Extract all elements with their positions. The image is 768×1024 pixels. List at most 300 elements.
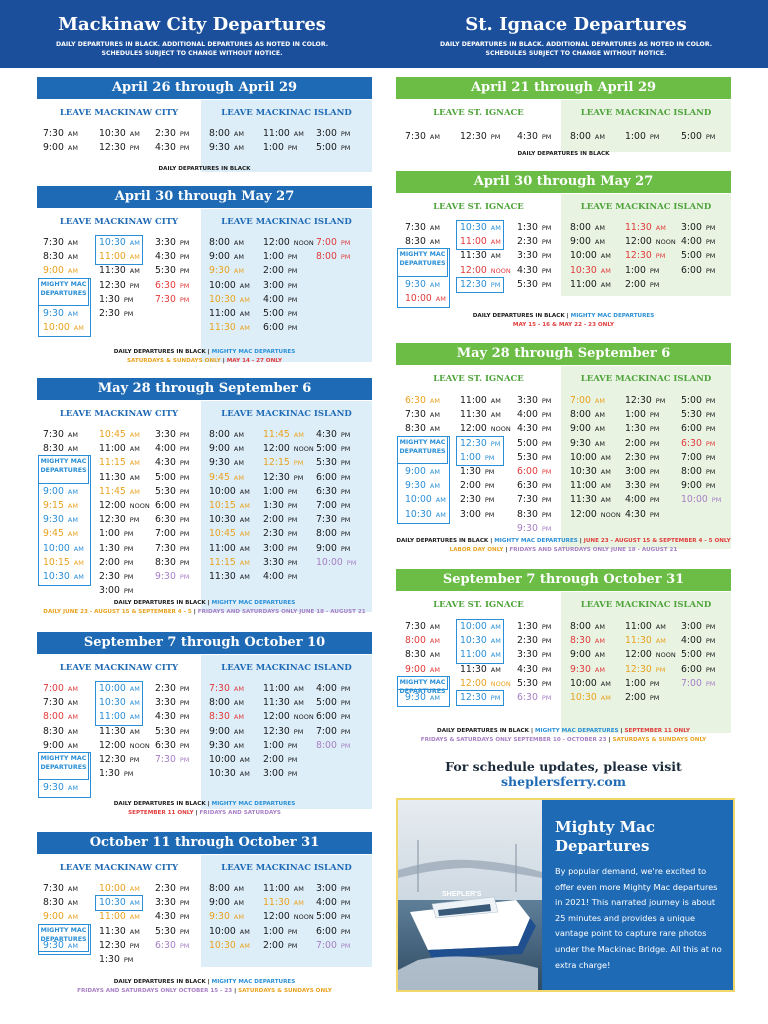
meridiem-label: AM <box>67 144 78 153</box>
time-value: 11:30 <box>99 471 126 483</box>
mighty-mac-box <box>456 277 504 293</box>
time-value: 6:00 <box>681 663 702 675</box>
departure-time <box>209 471 250 485</box>
meridiem-label: AM <box>429 133 440 141</box>
time-value: 10:15 <box>43 556 70 568</box>
departure-time <box>316 910 350 924</box>
meridiem-label: AM <box>429 665 440 674</box>
time-value: 11:30 <box>209 570 236 582</box>
departure-time <box>155 542 189 556</box>
meridiem-label: PM <box>649 482 660 491</box>
time-value: 3:30 <box>155 697 176 709</box>
note-line <box>396 736 731 745</box>
departure-time <box>263 513 314 527</box>
departure-time <box>263 739 314 753</box>
section-notes <box>396 537 731 555</box>
time-value: 3:30 <box>517 395 538 406</box>
time-value: 4:00 <box>681 635 702 647</box>
time-value: 8:30 <box>43 897 64 909</box>
meridiem-label: AM <box>594 224 605 232</box>
meridiem-label: AM <box>129 459 140 468</box>
time-value: 4:00 <box>263 293 284 305</box>
meridiem-label: AM <box>233 885 244 893</box>
meridiem-label: PM <box>293 473 304 482</box>
meridiem-label: PM <box>123 572 134 581</box>
departure-time <box>209 141 244 155</box>
mighty-mac-box <box>95 895 143 911</box>
departures-left-panel <box>396 366 561 549</box>
time-value: 12:15 <box>263 457 290 469</box>
time-value: 8:30 <box>43 443 64 455</box>
time-value: 7:00 <box>316 499 337 511</box>
boat-name-lettering: SHEPLER'S <box>442 891 482 898</box>
note-line <box>396 150 731 159</box>
meridiem-label: PM <box>179 899 190 908</box>
mighty-mac-label: MIGHTY MAC DEPARTURES <box>38 924 89 952</box>
departure-time <box>209 556 250 570</box>
meridiem-label: PM <box>541 496 552 505</box>
meridiem-label: NOON <box>293 713 314 722</box>
website-link[interactable]: sheplersferry.com <box>501 774 626 789</box>
time-value: 4:00 <box>517 409 538 421</box>
meridiem-label: PM <box>340 501 351 510</box>
departure-time <box>625 422 665 436</box>
departure-time <box>625 130 659 144</box>
time-value: 1:00 <box>625 264 646 276</box>
mighty-mac-box <box>38 278 91 338</box>
departure-time <box>155 556 189 570</box>
page-header <box>0 0 768 68</box>
note-segment: SEPTEMBER 11 ONLY <box>624 728 690 734</box>
departure-time <box>681 408 721 422</box>
mighty-mac-box <box>397 436 450 524</box>
time-value: 1:30 <box>99 293 120 305</box>
meridiem-label: PM <box>655 397 666 405</box>
time-value: 7:30 <box>155 293 176 305</box>
meridiem-label: AM <box>73 324 84 333</box>
meridiem-label: PM <box>179 459 190 468</box>
time-value: 10:30 <box>99 128 126 139</box>
note-line <box>37 608 372 617</box>
time-value: 8:00 <box>570 621 591 632</box>
meridiem-label: AM <box>429 482 440 491</box>
departure-time <box>681 479 721 493</box>
meridiem-label: AM <box>67 913 78 922</box>
departure-time <box>316 710 350 724</box>
timetable <box>37 655 372 809</box>
departure-time <box>209 293 250 307</box>
timetable <box>37 100 372 172</box>
time-value: 4:00 <box>263 570 284 582</box>
departure-time <box>570 249 611 263</box>
meridiem-label: AM <box>129 445 140 454</box>
meridiem-label: AM <box>594 651 605 660</box>
time-value: 3:30 <box>263 556 284 568</box>
departure-time <box>99 428 150 442</box>
time-value: 6:30 <box>405 395 426 406</box>
time-column <box>99 428 150 598</box>
meridiem-label: PM <box>340 699 351 708</box>
departure-time <box>263 925 314 939</box>
departure-time <box>209 307 250 321</box>
time-value: 1:00 <box>625 677 646 689</box>
meridiem-label: PM <box>123 955 134 964</box>
meridiem-label: PM <box>705 224 716 232</box>
meridiem-label: AM <box>67 267 78 276</box>
time-value: 7:30 <box>43 429 64 440</box>
time-value: 8:00 <box>570 131 591 142</box>
meridiem-label: NOON <box>293 239 314 247</box>
meridiem-label: AM <box>129 885 140 893</box>
meridiem-label: PM <box>655 665 666 674</box>
time-value: 2:00 <box>625 691 646 703</box>
meridiem-label: PM <box>541 693 552 702</box>
time-value: 2:30 <box>155 128 176 139</box>
time-value: 5:00 <box>316 443 337 455</box>
meridiem-label: PM <box>123 530 134 539</box>
meridiem-label: AM <box>239 295 250 304</box>
time-value: 7:00 <box>316 939 337 951</box>
note-line <box>396 312 731 321</box>
section-notes <box>37 348 372 366</box>
meridiem-label: PM <box>649 467 660 476</box>
departure-time <box>43 710 78 724</box>
meridiem-label: AM <box>233 685 244 693</box>
meridiem-label: PM <box>340 445 351 454</box>
time-column <box>625 221 676 292</box>
meridiem-label: AM <box>67 130 78 138</box>
time-value: 11:15 <box>99 457 126 469</box>
time-value: 9:30 <box>209 739 230 751</box>
section-notes <box>37 800 372 818</box>
note-line <box>37 599 372 608</box>
meridiem-label: AM <box>233 239 244 247</box>
departure-time <box>316 527 356 541</box>
time-value: 9:30 <box>570 437 591 449</box>
note-segment: DAILY DEPARTURES IN BLACK | <box>396 538 495 544</box>
meridiem-label: AM <box>429 224 440 232</box>
time-value: 4:30 <box>517 663 538 675</box>
meridiem-label: PM <box>490 280 501 289</box>
time-value: 11:00 <box>209 542 236 554</box>
meridiem-label: PM <box>705 623 716 631</box>
meridiem-label: AM <box>429 467 440 476</box>
meridiem-label: PM <box>340 130 351 138</box>
meridiem-label: PM <box>179 530 190 539</box>
departure-time <box>405 235 446 249</box>
meridiem-label: AM <box>67 516 78 525</box>
section-title: October 11 through October 31 <box>37 832 372 854</box>
time-value: 5:00 <box>681 131 702 142</box>
time-value: 4:00 <box>681 236 702 248</box>
time-value: 10:00 <box>209 279 236 291</box>
note-segment: DAILY DEPARTURES IN BLACK | <box>437 728 535 734</box>
note-segment: JUNE 23 - AUGUST 15 & SEPTEMBER 4 - 5 ONLY <box>583 538 731 544</box>
meridiem-label: PM <box>541 679 552 688</box>
meridiem-label: PM <box>287 144 298 153</box>
time-column <box>570 394 621 522</box>
departure-time <box>517 235 551 249</box>
mighty-mac-promo <box>396 798 735 992</box>
departure-time <box>43 236 84 250</box>
time-value: 9:30 <box>209 265 230 277</box>
time-value: 10:00 <box>43 542 70 554</box>
meridiem-label: AM <box>594 439 605 448</box>
time-value: 6:00 <box>316 711 337 723</box>
time-value: 5:00 <box>681 250 702 262</box>
meridiem-label: PM <box>541 623 552 631</box>
meridiem-label: PM <box>340 713 351 722</box>
departure-time <box>43 882 78 896</box>
time-value: 7:00 <box>43 683 64 694</box>
meridiem-label: PM <box>287 755 298 764</box>
meridiem-label: PM <box>340 685 351 693</box>
departure-time <box>681 394 721 408</box>
meridiem-label: PM <box>649 280 660 289</box>
meridiem-label: AM <box>233 699 244 708</box>
departure-time <box>209 767 250 781</box>
departure-time <box>460 130 500 144</box>
meridiem-label: AM <box>73 558 84 567</box>
time-value: 12:00 <box>263 711 290 723</box>
meridiem-label: PM <box>179 741 190 750</box>
time-value: 8:00 <box>316 739 337 751</box>
departure-time <box>517 130 551 144</box>
time-value: 1:30 <box>517 222 538 233</box>
leave-origin-heading: LEAVE ST. IGNACE <box>433 202 524 212</box>
time-value: 10:00 <box>681 494 708 506</box>
time-value: 12:30 <box>460 278 487 290</box>
time-value: 12:30 <box>625 250 652 262</box>
departure-time <box>460 422 511 436</box>
time-value: 11:30 <box>99 265 126 277</box>
time-value: 2:30 <box>99 570 120 582</box>
time-value: 7:30 <box>155 753 176 765</box>
departure-time <box>263 456 314 470</box>
departure-time <box>155 925 189 939</box>
time-column <box>405 130 440 144</box>
time-value: 11:00 <box>99 443 126 455</box>
departure-time <box>570 278 611 292</box>
departure-time <box>155 499 189 513</box>
meridiem-label: PM <box>179 130 190 138</box>
time-value: 4:00 <box>316 897 337 909</box>
mighty-mac-box <box>38 752 91 798</box>
meridiem-label: PM <box>541 252 552 261</box>
departure-time <box>43 127 78 141</box>
departure-time <box>209 236 250 250</box>
departure-time <box>681 264 715 278</box>
meridiem-label: PM <box>541 439 552 448</box>
time-value: 5:30 <box>155 925 176 937</box>
note-segment: SATURDAYS & SUNDAYS ONLY <box>126 358 221 364</box>
meridiem-label: PM <box>340 741 351 750</box>
time-value: 12:30 <box>263 471 290 483</box>
meridiem-label: PM <box>705 439 716 448</box>
section-title: May 28 through September 6 <box>396 343 731 365</box>
note-segment: FRIDAYS AND SATURDAYS ONLY JUNE 18 - AUGUST 21 <box>197 609 366 615</box>
departure-time <box>263 485 314 499</box>
time-value: 8:00 <box>43 711 64 723</box>
meridiem-label: AM <box>67 487 78 496</box>
meridiem-label: PM <box>541 266 552 275</box>
time-value: 6:30 <box>316 485 337 497</box>
departure-time <box>681 130 715 144</box>
meridiem-label: PM <box>541 482 552 491</box>
meridiem-label: PM <box>346 558 357 567</box>
time-value: 12:00 <box>460 423 487 435</box>
time-value: 11:30 <box>570 494 597 506</box>
time-value: 3:00 <box>460 508 481 520</box>
meridiem-label: AM <box>490 252 501 261</box>
departure-time <box>99 556 150 570</box>
subtitle-line1: DAILY DEPARTURES IN BLACK. ADDITIONAL DEPARTURES AS NOTED IN COLOR. <box>439 41 713 48</box>
time-value: 12:00 <box>263 911 290 923</box>
departure-time <box>625 648 676 662</box>
meridiem-label: PM <box>179 445 190 454</box>
meridiem-label: PM <box>541 224 552 232</box>
note-line <box>396 727 731 736</box>
mighty-mac-box <box>397 676 450 707</box>
time-value: 12:00 <box>263 237 290 248</box>
time-value: 12:30 <box>99 514 126 526</box>
meridiem-label: AM <box>600 266 611 275</box>
departure-time <box>316 428 356 442</box>
meridiem-label: AM <box>293 699 304 708</box>
meridiem-label: AM <box>67 253 78 262</box>
meridiem-label: AM <box>233 459 244 468</box>
time-column <box>570 130 605 144</box>
time-value: 9:30 <box>209 457 230 469</box>
meridiem-label: PM <box>649 453 660 462</box>
meridiem-label: AM <box>600 693 611 702</box>
section-notes <box>37 599 372 617</box>
departure-time <box>625 663 676 677</box>
departures-island-panel <box>201 209 372 362</box>
meridiem-label: AM <box>600 482 611 491</box>
meridiem-label: AM <box>67 530 78 539</box>
meridiem-label: AM <box>435 294 446 303</box>
meridiem-label: PM <box>541 651 552 660</box>
note-segment: MAY 15 - 16 & MAY 22 - 23 ONLY <box>512 322 615 328</box>
time-value: 12:30 <box>625 663 652 675</box>
time-column <box>155 236 189 307</box>
mighty-mac-box <box>95 681 143 726</box>
time-value: 7:30 <box>405 409 426 421</box>
time-column <box>517 394 551 536</box>
departure-time <box>263 279 314 293</box>
meridiem-label: PM <box>179 544 190 553</box>
meridiem-label: PM <box>705 467 716 476</box>
meridiem-label: AM <box>129 253 140 262</box>
departure-time <box>316 499 356 513</box>
departures-island-panel <box>561 100 731 152</box>
departure-time <box>625 691 676 705</box>
time-column <box>316 236 350 264</box>
departure-time <box>99 264 140 278</box>
departure-time <box>460 465 511 479</box>
meridiem-label: PM <box>340 941 351 950</box>
meridiem-label: PM <box>179 755 190 764</box>
mighty-mac-label: MIGHTY MAC DEPARTURES <box>38 455 89 483</box>
note-line <box>396 546 731 555</box>
departure-time <box>99 471 150 485</box>
departures-island-panel <box>201 100 372 172</box>
departure-time <box>625 408 665 422</box>
departure-time <box>43 910 78 924</box>
departure-time <box>460 264 511 278</box>
meridiem-label: PM <box>649 439 660 448</box>
time-value: 10:00 <box>570 451 597 463</box>
departure-time <box>155 236 189 250</box>
note-segment: | <box>232 988 239 994</box>
meridiem-label: PM <box>541 425 552 434</box>
departure-time <box>570 620 611 634</box>
time-column <box>681 221 715 278</box>
note-line <box>37 978 372 987</box>
note-segment: MIGHTY MAC DEPARTURES <box>211 801 296 807</box>
departure-time <box>570 451 621 465</box>
departure-time <box>209 925 250 939</box>
time-value: 10:00 <box>570 250 597 262</box>
time-value: 12:00 <box>460 677 487 689</box>
meridiem-label: PM <box>490 439 501 448</box>
departure-time <box>460 663 511 677</box>
time-value: 1:00 <box>625 131 646 142</box>
time-value: 7:00 <box>570 395 591 406</box>
time-value: 9:00 <box>570 423 591 435</box>
meridiem-label: AM <box>594 397 605 405</box>
meridiem-label: NOON <box>490 679 511 688</box>
meridiem-label: AM <box>594 637 605 646</box>
departure-time <box>155 725 189 739</box>
meridiem-label: AM <box>600 280 611 289</box>
time-value: 10:30 <box>460 635 487 647</box>
time-value: 10:45 <box>99 429 126 440</box>
departure-time <box>155 739 189 753</box>
departure-time <box>155 485 189 499</box>
st-ignace-subtitle <box>384 40 768 58</box>
time-value: 5:30 <box>316 457 337 469</box>
time-value: 2:30 <box>517 635 538 647</box>
time-value: 7:30 <box>43 697 64 709</box>
time-value: 11:45 <box>99 485 126 497</box>
departure-time <box>681 422 721 436</box>
time-column <box>570 221 611 292</box>
time-value: 11:00 <box>570 480 597 492</box>
departure-time <box>316 471 356 485</box>
departure-time <box>263 910 314 924</box>
leave-island-heading: LEAVE MACKINAC ISLAND <box>221 863 352 873</box>
time-value: 7:00 <box>155 528 176 540</box>
departure-time <box>625 479 665 493</box>
time-value: 9:30 <box>155 570 176 582</box>
departure-time <box>460 677 511 691</box>
time-value: 11:30 <box>460 409 487 421</box>
departure-time <box>209 910 250 924</box>
leave-origin-heading: LEAVE MACKINAW CITY <box>59 663 179 673</box>
departure-time <box>316 141 350 155</box>
time-value: 6:00 <box>316 925 337 937</box>
meridiem-label: PM <box>340 544 351 553</box>
meridiem-label: PM <box>123 587 134 596</box>
time-value: 11:00 <box>209 307 236 319</box>
departure-time <box>99 293 140 307</box>
meridiem-label: AM <box>594 238 605 247</box>
meridiem-label: AM <box>655 224 666 232</box>
meridiem-label: PM <box>541 665 552 674</box>
time-value: 9:30 <box>43 307 64 319</box>
